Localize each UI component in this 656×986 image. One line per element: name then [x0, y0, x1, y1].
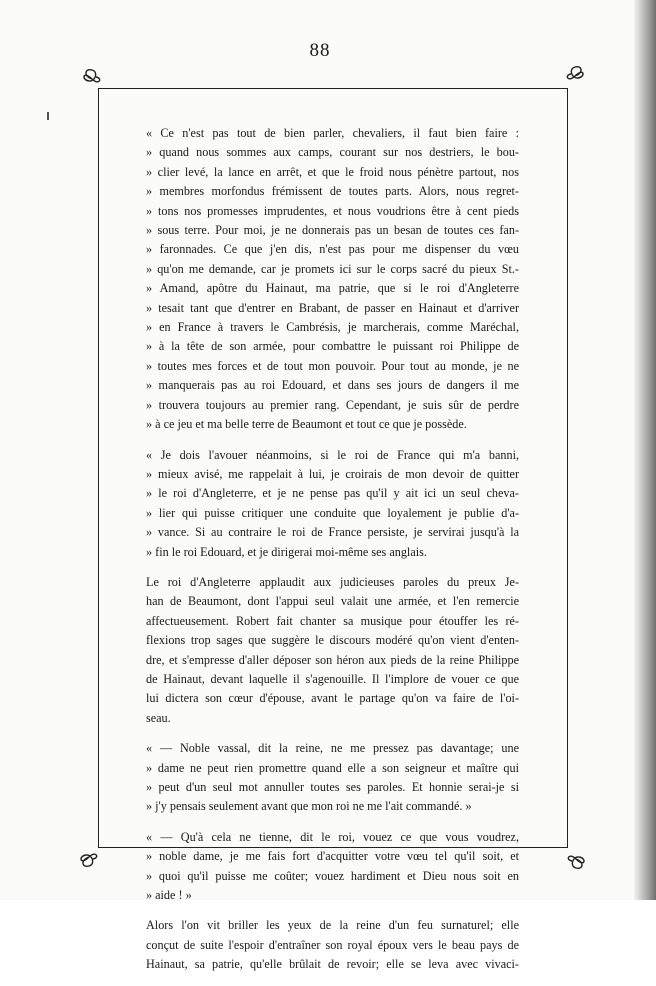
- text-line: Hainaut, sa patrie, qu'elle brûlait de revoir; elle se leva avec vivaci-: [146, 957, 519, 972]
- paragraph: [146, 828, 519, 906]
- text-line: » le roi d'Angleterre, et je ne pense pas qu'il y ait ici un seul cheva-: [146, 486, 519, 501]
- paragraph: [146, 916, 519, 974]
- text-line: » à ce jeu et ma belle terre de Beaumont et tout ce que je possède.: [146, 417, 467, 432]
- text-line: » à la tête de son armée, pour combattre le puissant roi Philippe de: [146, 339, 519, 354]
- text-line: » tesait tant que d'entrer en Brabant, de passer en Hainaut et d'arriver: [146, 300, 519, 315]
- text-line: han de Beaumont, dont l'appui seul valait une armée, et l'en remercie: [146, 594, 519, 609]
- corner-ornament-icon: [79, 66, 105, 92]
- text-line: » fin le roi Edouard, et je dirigerai moi-même ses anglais.: [146, 544, 427, 559]
- text-line: Le roi d'Angleterre applaudit aux judicieuses paroles du preux Je-: [146, 574, 519, 589]
- text-line: » membres morfondus frémissent de toutes parts. Alors, nous regret-: [146, 184, 519, 199]
- text-line: lui dictera son cœur d'épouse, avant le partage qu'on va faire de l'oi-: [146, 691, 519, 706]
- text-line: » noble dame, je me fais fort d'acquitter votre vœu tel qu'il soit, et: [146, 849, 519, 864]
- text-line: Alors l'on vit briller les yeux de la reine d'un feu surnaturel; elle: [146, 918, 519, 933]
- text-line: » manquerais pas au roi Edouard, et dans ses jours de dangers il me: [146, 378, 519, 393]
- text-line: affectueusement. Robert fait chanter sa musique pour étouffer les ré-: [146, 613, 519, 628]
- text-line: » mieux avisé, me rappelait à lui, je croirais de mon devoir de quitter: [146, 466, 519, 481]
- text-line: dre, et s'empresse d'aller déposer son héron aux pieds de la reine Philippe: [146, 652, 519, 667]
- page-edge-shadow: [634, 0, 656, 900]
- text-body: [146, 124, 519, 986]
- text-line: » clier levé, la lance en arrêt, et que le froid nous pénètre partout, nos: [146, 164, 519, 179]
- text-line: » aide ! »: [146, 888, 192, 903]
- margin-mark: [47, 112, 49, 120]
- text-line: » faronnades. Ce que j'en dis, n'est pas pour me dispenser du vœu: [146, 242, 519, 257]
- text-line: » qu'on me demande, car je promets ici sur le corps sacré du pieux St.-: [146, 261, 519, 276]
- paragraph: [146, 739, 519, 817]
- text-line: conçut de suite l'espoir d'entraîner son royal époux vers le beau pays de: [146, 937, 519, 952]
- text-line: » quoi qu'il puisse me coûter; vouez hardiment et Dieu nous soit en: [146, 868, 519, 883]
- text-line: » j'y pensais seulement avant que mon roi ne me l'ait commandé. »: [146, 799, 472, 814]
- corner-ornament-icon: [76, 844, 102, 870]
- corner-ornament-icon: [562, 63, 588, 89]
- text-line: » peut d'un seul mot annuller toutes ses paroles. Et honnie serai-je si: [146, 780, 519, 794]
- text-line: « — Noble vassal, dit la reine, ne me pressez pas davantage; une: [146, 741, 519, 756]
- text-line: » dame ne peut rien promettre quand elle a son seigneur et maître qui: [146, 760, 519, 775]
- text-line: » Amand, apôtre du Hainaut, ma patrie, que si le roi d'Angleterre: [146, 281, 519, 296]
- text-line: flexions trop sages que suggère le discours modéré qu'on vient d'enten-: [146, 633, 519, 648]
- text-line: » en France à travers le Cambrésis, je marcherais, comme Maréchal,: [146, 320, 519, 335]
- paragraph: [146, 573, 519, 728]
- text-line: de Hainaut, devant laquelle il s'agenouille. Il l'implore de vouer ce que: [146, 671, 519, 686]
- text-line: » toutes mes forces et de tout mon pouvoir. Pour tout au monde, je ne: [146, 358, 519, 373]
- corner-ornament-icon: [563, 846, 589, 872]
- text-line: » trouvera toujours au premier rang. Cependant, je suis sûr de perdre: [146, 397, 519, 412]
- text-line: » tons nos promesses imprudentes, et nous voudrions être à cent pieds: [146, 203, 519, 218]
- page-number: 88: [309, 40, 331, 61]
- paragraph: [146, 124, 519, 435]
- text-line: « Je dois l'avouer néanmoins, si le roi de France qui m'a banni,: [146, 447, 519, 462]
- text-line: » sous terre. Pour moi, je ne donnerais pas un besan de toutes ces fan-: [146, 223, 519, 238]
- text-line: » quand nous sommes aux camps, courant sur nos destriers, le bou-: [146, 145, 519, 160]
- text-line: « Ce n'est pas tout de bien parler, chevaliers, il faut bien faire :: [146, 126, 519, 140]
- paragraph: [146, 446, 519, 562]
- text-line: » vance. Si au contraire le roi de France persiste, je servirai jusqu'à la: [146, 525, 519, 540]
- text-line: » lier qui puisse critiquer une conduite que loyalement je publie d'a-: [146, 505, 519, 520]
- text-line: « — Qu'à cela ne tienne, dit le roi, vouez ce que vous voudrez,: [146, 829, 519, 844]
- text-line: seau.: [146, 710, 171, 725]
